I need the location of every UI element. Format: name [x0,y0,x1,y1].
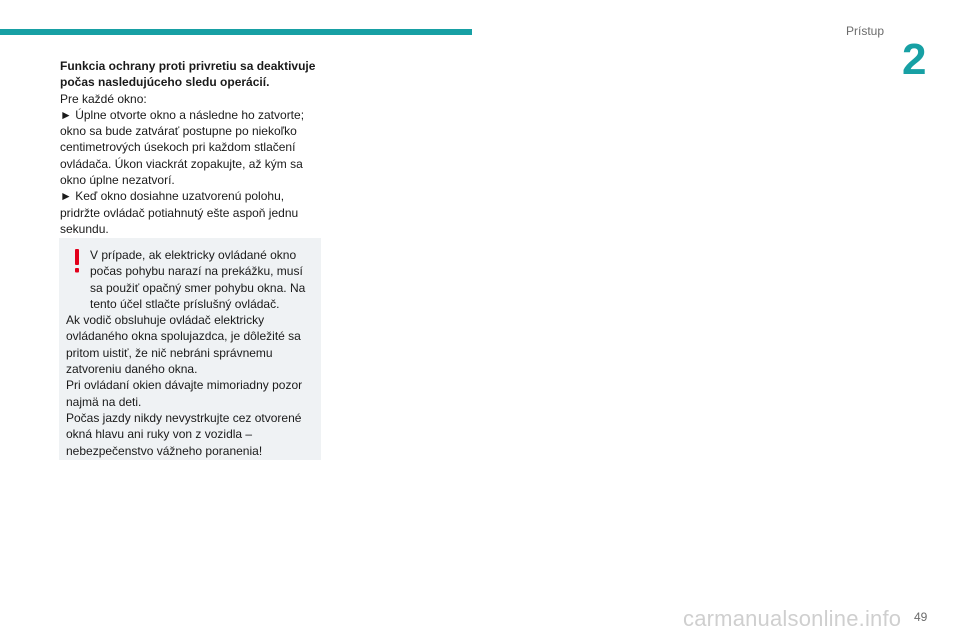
section-title: Prístup [846,24,885,38]
warning-line-4: Počas jazdy nikdy nevystrkujte cez otvorené okná hlavu ani ruky von z vozidla – nebezpečenstvo vážneho poranenia! [66,410,302,458]
header-accent-bar [0,29,472,35]
step-2: ► Keď okno dosiahne uzatvorenú polohu, pridržte ovládač potiahnutý ešte aspoň jednu sekundu. [60,189,299,236]
body-text [60,58,322,237]
watermark: carmanualsonline.info [683,606,902,631]
body-heading: Funkcia ochrany proti privretiu sa deaktivuje počas nasledujúceho sledu operácií. [60,59,316,90]
chapter-number: 2 [902,35,927,84]
page-number: 49 [914,610,928,624]
warning-line-1: V prípade, ak elektricky ovládané okno počas pohybu narazí na prekážku, musí sa použiť opačný smer pohybu okna. Na tento účel stlačte príslušný ovládač. [90,248,306,311]
warning-line-2: Ak vodič obsluhuje ovládač elektricky ovládaného okna spolujazdca, je dôležité sa pritom uistiť, že nič nebráni správnemu zatvoreniu daného okna. [66,313,301,377]
warning-box [59,238,321,460]
warning-line-3: Pri ovládaní okien dávajte mimoriadny pozor najmä na deti. [66,378,303,409]
exclamation-icon [70,248,84,274]
body-intro: Pre každé okno: [60,91,147,106]
step-1: ► Úplne otvorte okno a následne ho zatvorte; okno sa bude zatvárať postupne po niekoľko centimetrových úsekoch pri každom stlačení ovládača. Úkon viackrát zopakujte, až kým sa okno úplne nezatvorí. [60,107,305,188]
